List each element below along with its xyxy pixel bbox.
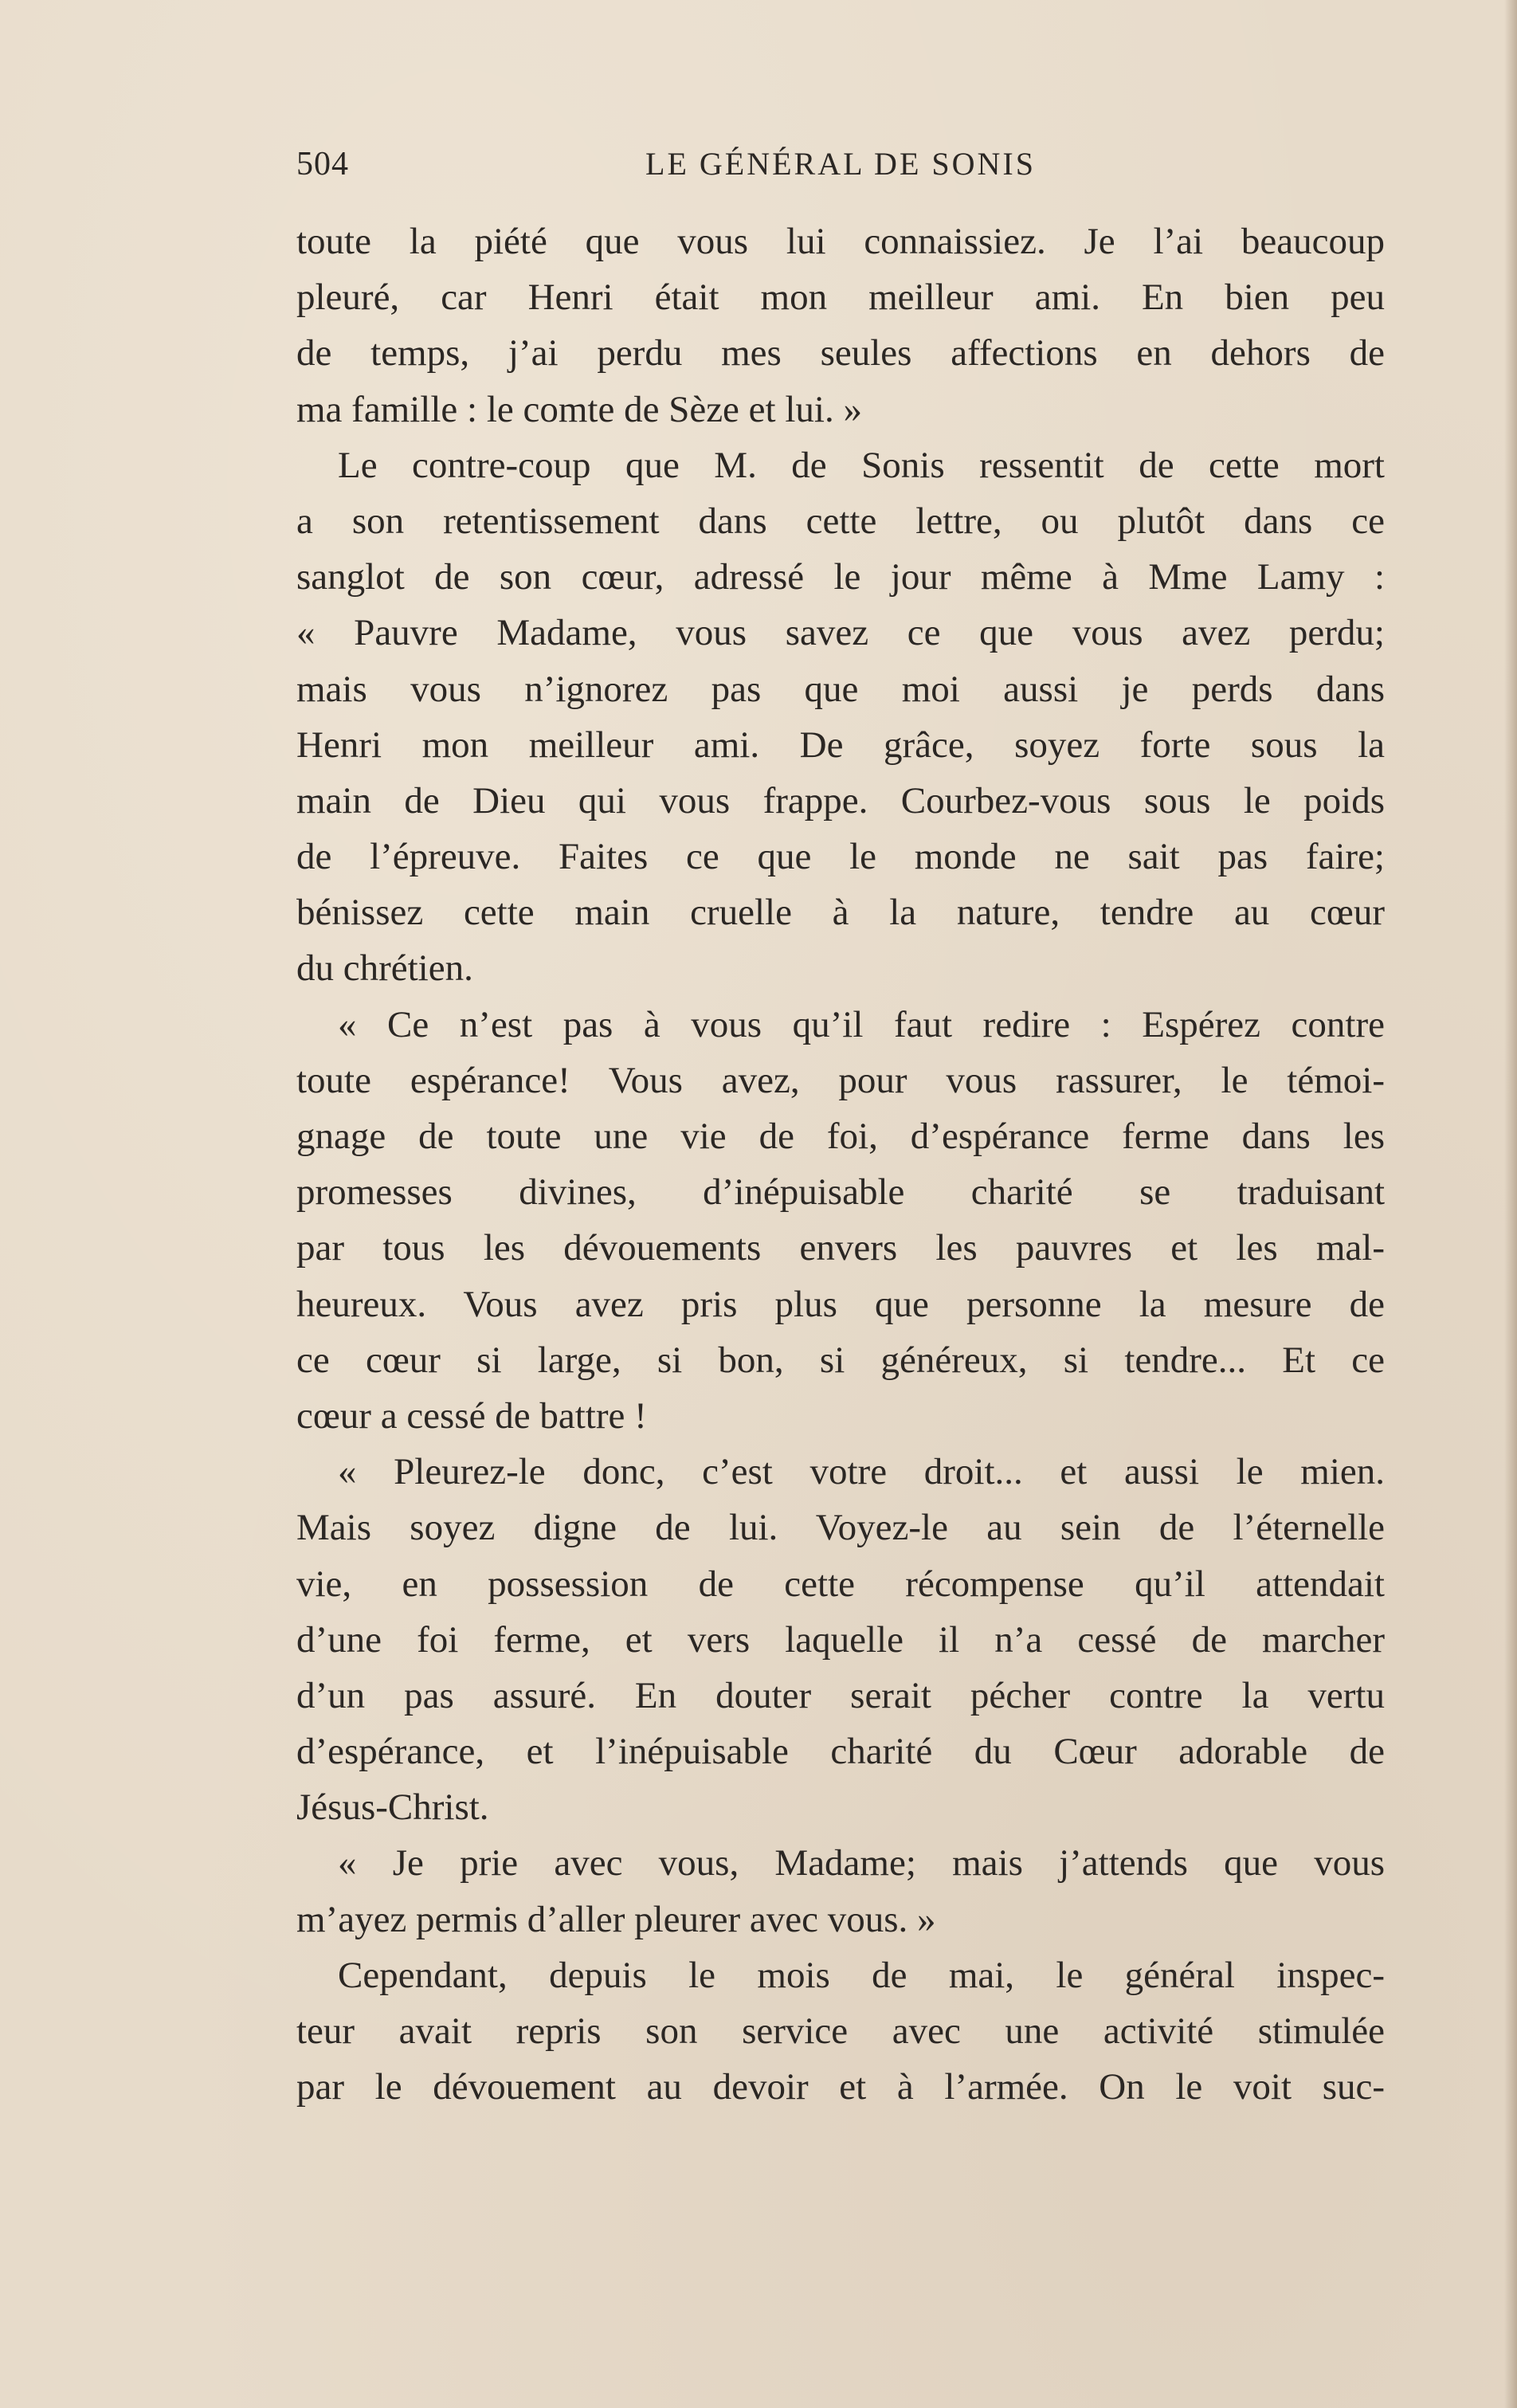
text-line: toute la piété que vous lui connaissiez. Je l’ai beaucoup <box>296 221 1385 262</box>
text-line: m’ayez permis d’aller pleurer avec vous. » <box>296 1898 936 1940</box>
text-line: pleuré, car Henri était mon meilleur ami. En bien peu <box>296 276 1385 319</box>
text-line: gnage de toute une vie de foi, d’espérance ferme dans les <box>296 1116 1385 1157</box>
page-header <box>296 140 1385 188</box>
text-line: par le dévouement au devoir et à l’armée. On le voit suc- <box>296 2066 1385 2108</box>
text-line: d’espérance, et l’inépuisable charité du Cœur adorable de <box>296 1731 1385 1773</box>
text-line: d’un pas assuré. En douter serait pécher contre la vertu <box>296 1674 1385 1716</box>
text-line: par tous les dévouements envers les pauvres et les mal- <box>296 1227 1385 1269</box>
text-line: Mais soyez digne de lui. Voyez-le au sein de l’éternelle <box>296 1507 1385 1549</box>
text-line: main de Dieu qui vous frappe. Courbez-vous sous le poids <box>296 779 1385 822</box>
page-number: 504 <box>296 146 349 182</box>
text-line: « Pauvre Madame, vous savez ce que vous avez perdu; <box>296 612 1385 654</box>
text-line: cœur a cessé de battre ! <box>296 1394 647 1437</box>
text-line: mais vous n’ignorez pas que moi aussi je perds dans <box>296 668 1385 710</box>
text-line: d’une foi ferme, et vers laquelle il n’a cessé de marcher <box>296 1618 1385 1661</box>
text-line: toute espérance! Vous avez, pour vous rassurer, le témoi- <box>296 1059 1385 1101</box>
page-edge-shadow <box>1504 0 1517 2408</box>
text-line: teur avait repris son service avec une activité stimulée <box>296 2010 1385 2052</box>
text-line: Jésus-Christ. <box>296 1786 489 1829</box>
text-line: du chrétien. <box>296 947 473 990</box>
text-line: « Pleurez-le donc, c’est votre droit... et aussi le mien. <box>338 1451 1385 1493</box>
text-line: Cependant, depuis le mois de mai, le général inspec- <box>338 1954 1385 1996</box>
text-line: « Je prie avec vous, Madame; mais j’attends que vous <box>338 1842 1385 1884</box>
text-line: a son retentissement dans cette lettre, ou plutôt dans ce <box>296 500 1385 542</box>
text-line: de l’épreuve. Faites ce que le monde ne sait pas faire; <box>296 836 1385 878</box>
text-line: ce cœur si large, si bon, si généreux, si tendre... Et ce <box>296 1339 1385 1381</box>
text-line: promesses divines, d’inépuisable charité se traduisant <box>296 1171 1385 1214</box>
text-line: « Ce n’est pas à vous qu’il faut redire : Espérez contre <box>338 1003 1385 1045</box>
running-title: LE GÉNÉRAL DE SONIS <box>645 146 1036 182</box>
text-line: vie, en possession de cette récompense qu’il attendait <box>296 1563 1385 1605</box>
text-line: Le contre-coup que M. de Sonis ressentit de cette mort <box>338 444 1385 486</box>
body-text <box>296 214 1385 2115</box>
text-line: ma famille : le comte de Sèze et lui. » <box>296 388 862 430</box>
text-line: de temps, j’ai perdu mes seules affections en dehors de <box>296 332 1385 375</box>
text-line: Henri mon meilleur ami. De grâce, soyez forte sous la <box>296 724 1385 766</box>
text-line: bénissez cette main cruelle à la nature, tendre au cœur <box>296 892 1385 934</box>
text-line: heureux. Vous avez pris plus que personne la mesure de <box>296 1283 1385 1325</box>
text-line: sanglot de son cœur, adressé le jour même à Mme Lamy : <box>296 556 1385 598</box>
